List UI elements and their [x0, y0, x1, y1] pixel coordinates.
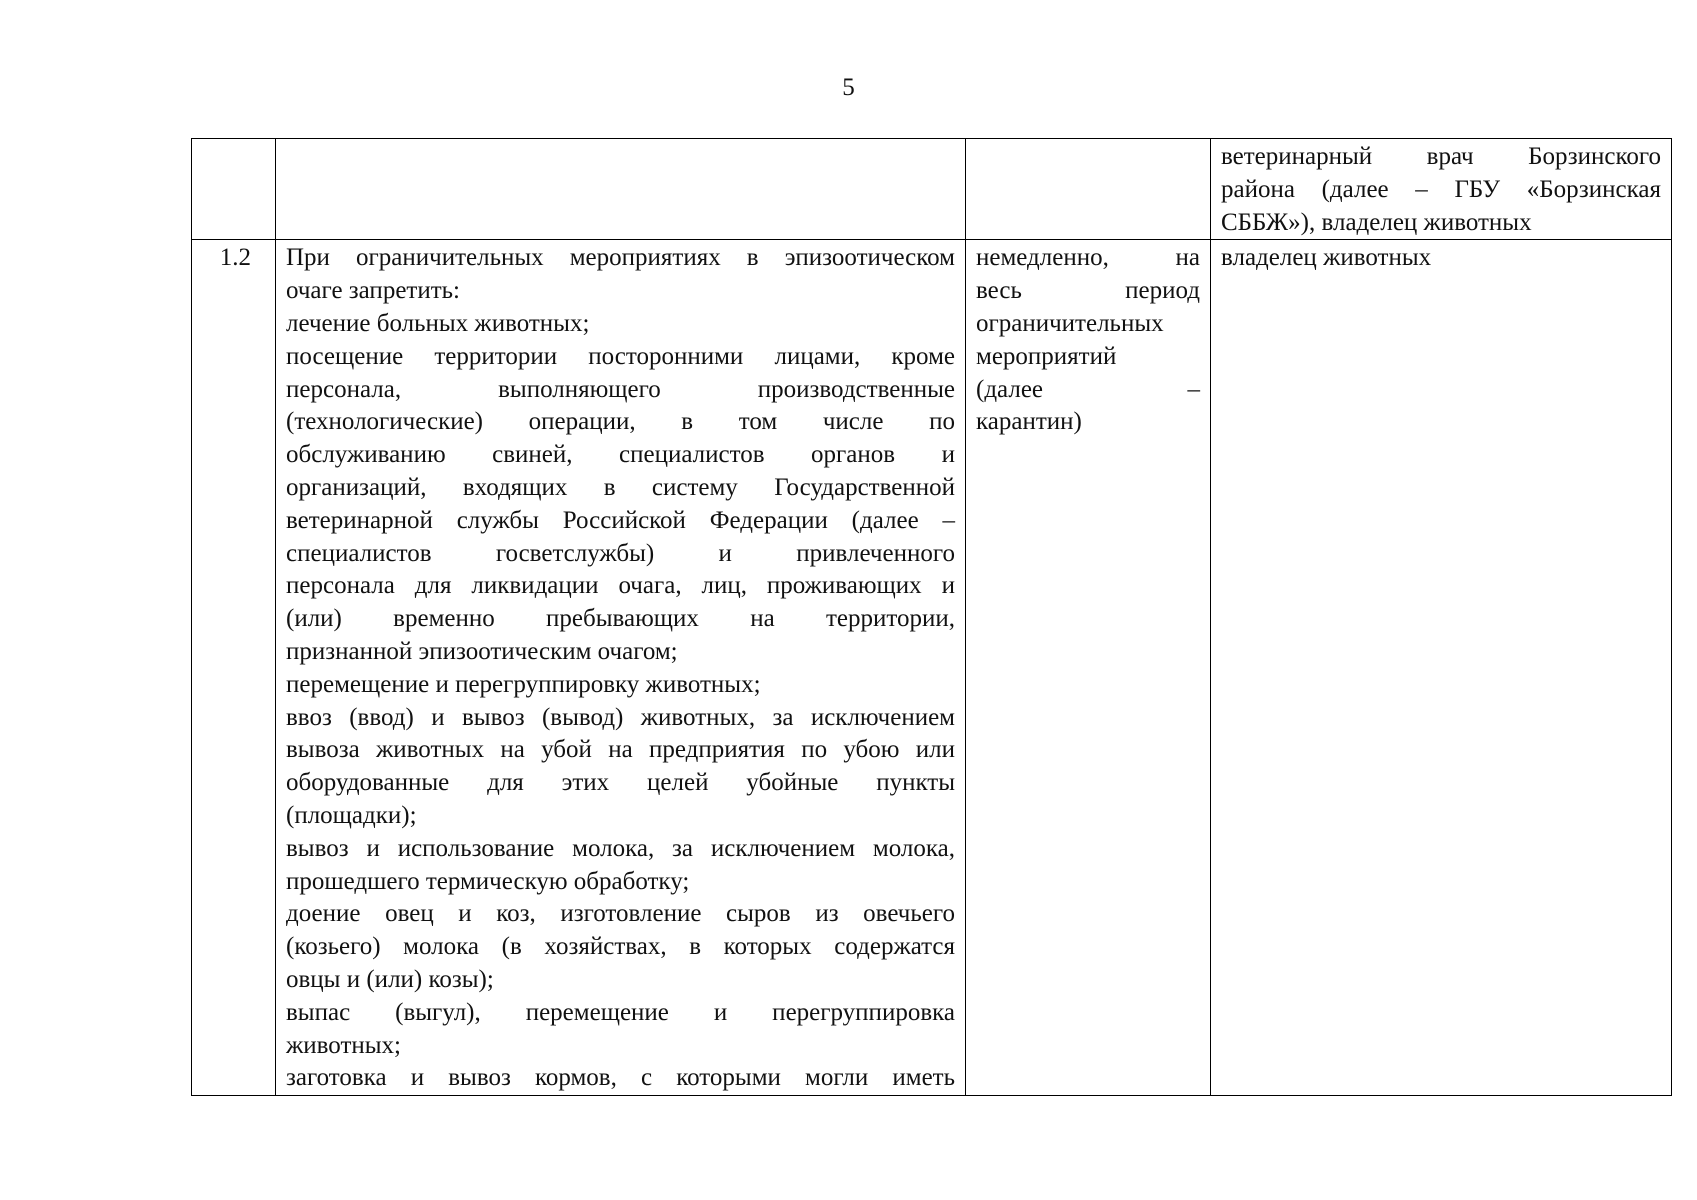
text-line: мероприятий — [976, 342, 1117, 370]
text-line: владелец животных — [1221, 244, 1432, 272]
text-line: овцы и (или) козы); — [286, 965, 494, 993]
text-line: специалистов госветслужбы) и привлеченного — [286, 539, 955, 567]
measure-cell — [276, 240, 966, 1096]
text-line: обслуживанию свиней, специалистов органов и — [286, 441, 955, 469]
text-line: (или) временно пребывающих на территории, — [286, 605, 955, 633]
row-number-cell — [192, 139, 276, 240]
page-number: 5 — [842, 74, 855, 101]
text-line: ветеринарной службы Российской Федерации (далее – — [286, 506, 955, 534]
responsible-cell — [1211, 240, 1672, 1096]
text-line: (технологические) операции, в том числе по — [286, 408, 955, 436]
text-line: ввоз (ввод) и вывоз (вывод) животных, за исключением — [286, 703, 955, 731]
text-line: вывоза животных на убой на предприятия по убою или — [286, 736, 955, 764]
text-line: (площадки); — [286, 801, 417, 829]
text-line: (козьего) молока (в хозяйствах, в которых содержатся — [286, 933, 955, 961]
text-line: посещение территории посторонними лицами, кроме — [286, 342, 955, 370]
text-line: прошедшего термическую обработку; — [286, 867, 690, 895]
text-line: района (далее – ГБУ «Борзинская — [1221, 175, 1661, 203]
text-line: организаций, входящих в систему Государственной — [286, 473, 955, 501]
text-line: ветеринарный врач Борзинского — [1221, 143, 1661, 170]
text-line: перемещение и перегруппировку животных; — [286, 670, 761, 698]
text-line: ограничительных — [976, 309, 1164, 337]
text-line: персонала, выполняющего производственные — [286, 375, 955, 403]
text-line: животных; — [286, 1031, 402, 1059]
text-line: персонала для ликвидации очага, лиц, проживающих и — [286, 572, 955, 600]
text-line: заготовка и вывоз кормов, с которыми могли иметь — [286, 1064, 955, 1092]
text-line: весь период — [976, 277, 1200, 305]
row-number-cell: 1.2 — [192, 240, 276, 1096]
text-line: немедленно, на — [976, 244, 1200, 272]
text-line: очаге запретить: — [286, 277, 460, 305]
table-row-1-2 — [192, 240, 1672, 1096]
text-line: признанной эпизоотическим очагом; — [286, 637, 678, 665]
text-line: (далее – — [976, 375, 1200, 403]
text-line: карантин) — [976, 408, 1082, 436]
responsible-cell — [1211, 139, 1672, 240]
term-cell — [966, 240, 1211, 1096]
measures-table — [191, 138, 1672, 1096]
text-line: выпас (выгул), перемещение и перегруппировка — [286, 998, 955, 1026]
text-line: При ограничительных мероприятиях в эпизоотическом — [286, 244, 955, 272]
text-line: доение овец и коз, изготовление сыров из овечьего — [286, 900, 955, 928]
table-row-continued — [192, 139, 1672, 240]
text-line: СББЖ»), владелец животных — [1221, 208, 1532, 236]
term-cell — [966, 139, 1211, 240]
measure-cell — [276, 139, 966, 240]
text-line: лечение больных животных; — [286, 309, 590, 337]
text-line: оборудованные для этих целей убойные пункты — [286, 769, 955, 797]
text-line: вывоз и использование молока, за исключением молока, — [286, 834, 955, 862]
